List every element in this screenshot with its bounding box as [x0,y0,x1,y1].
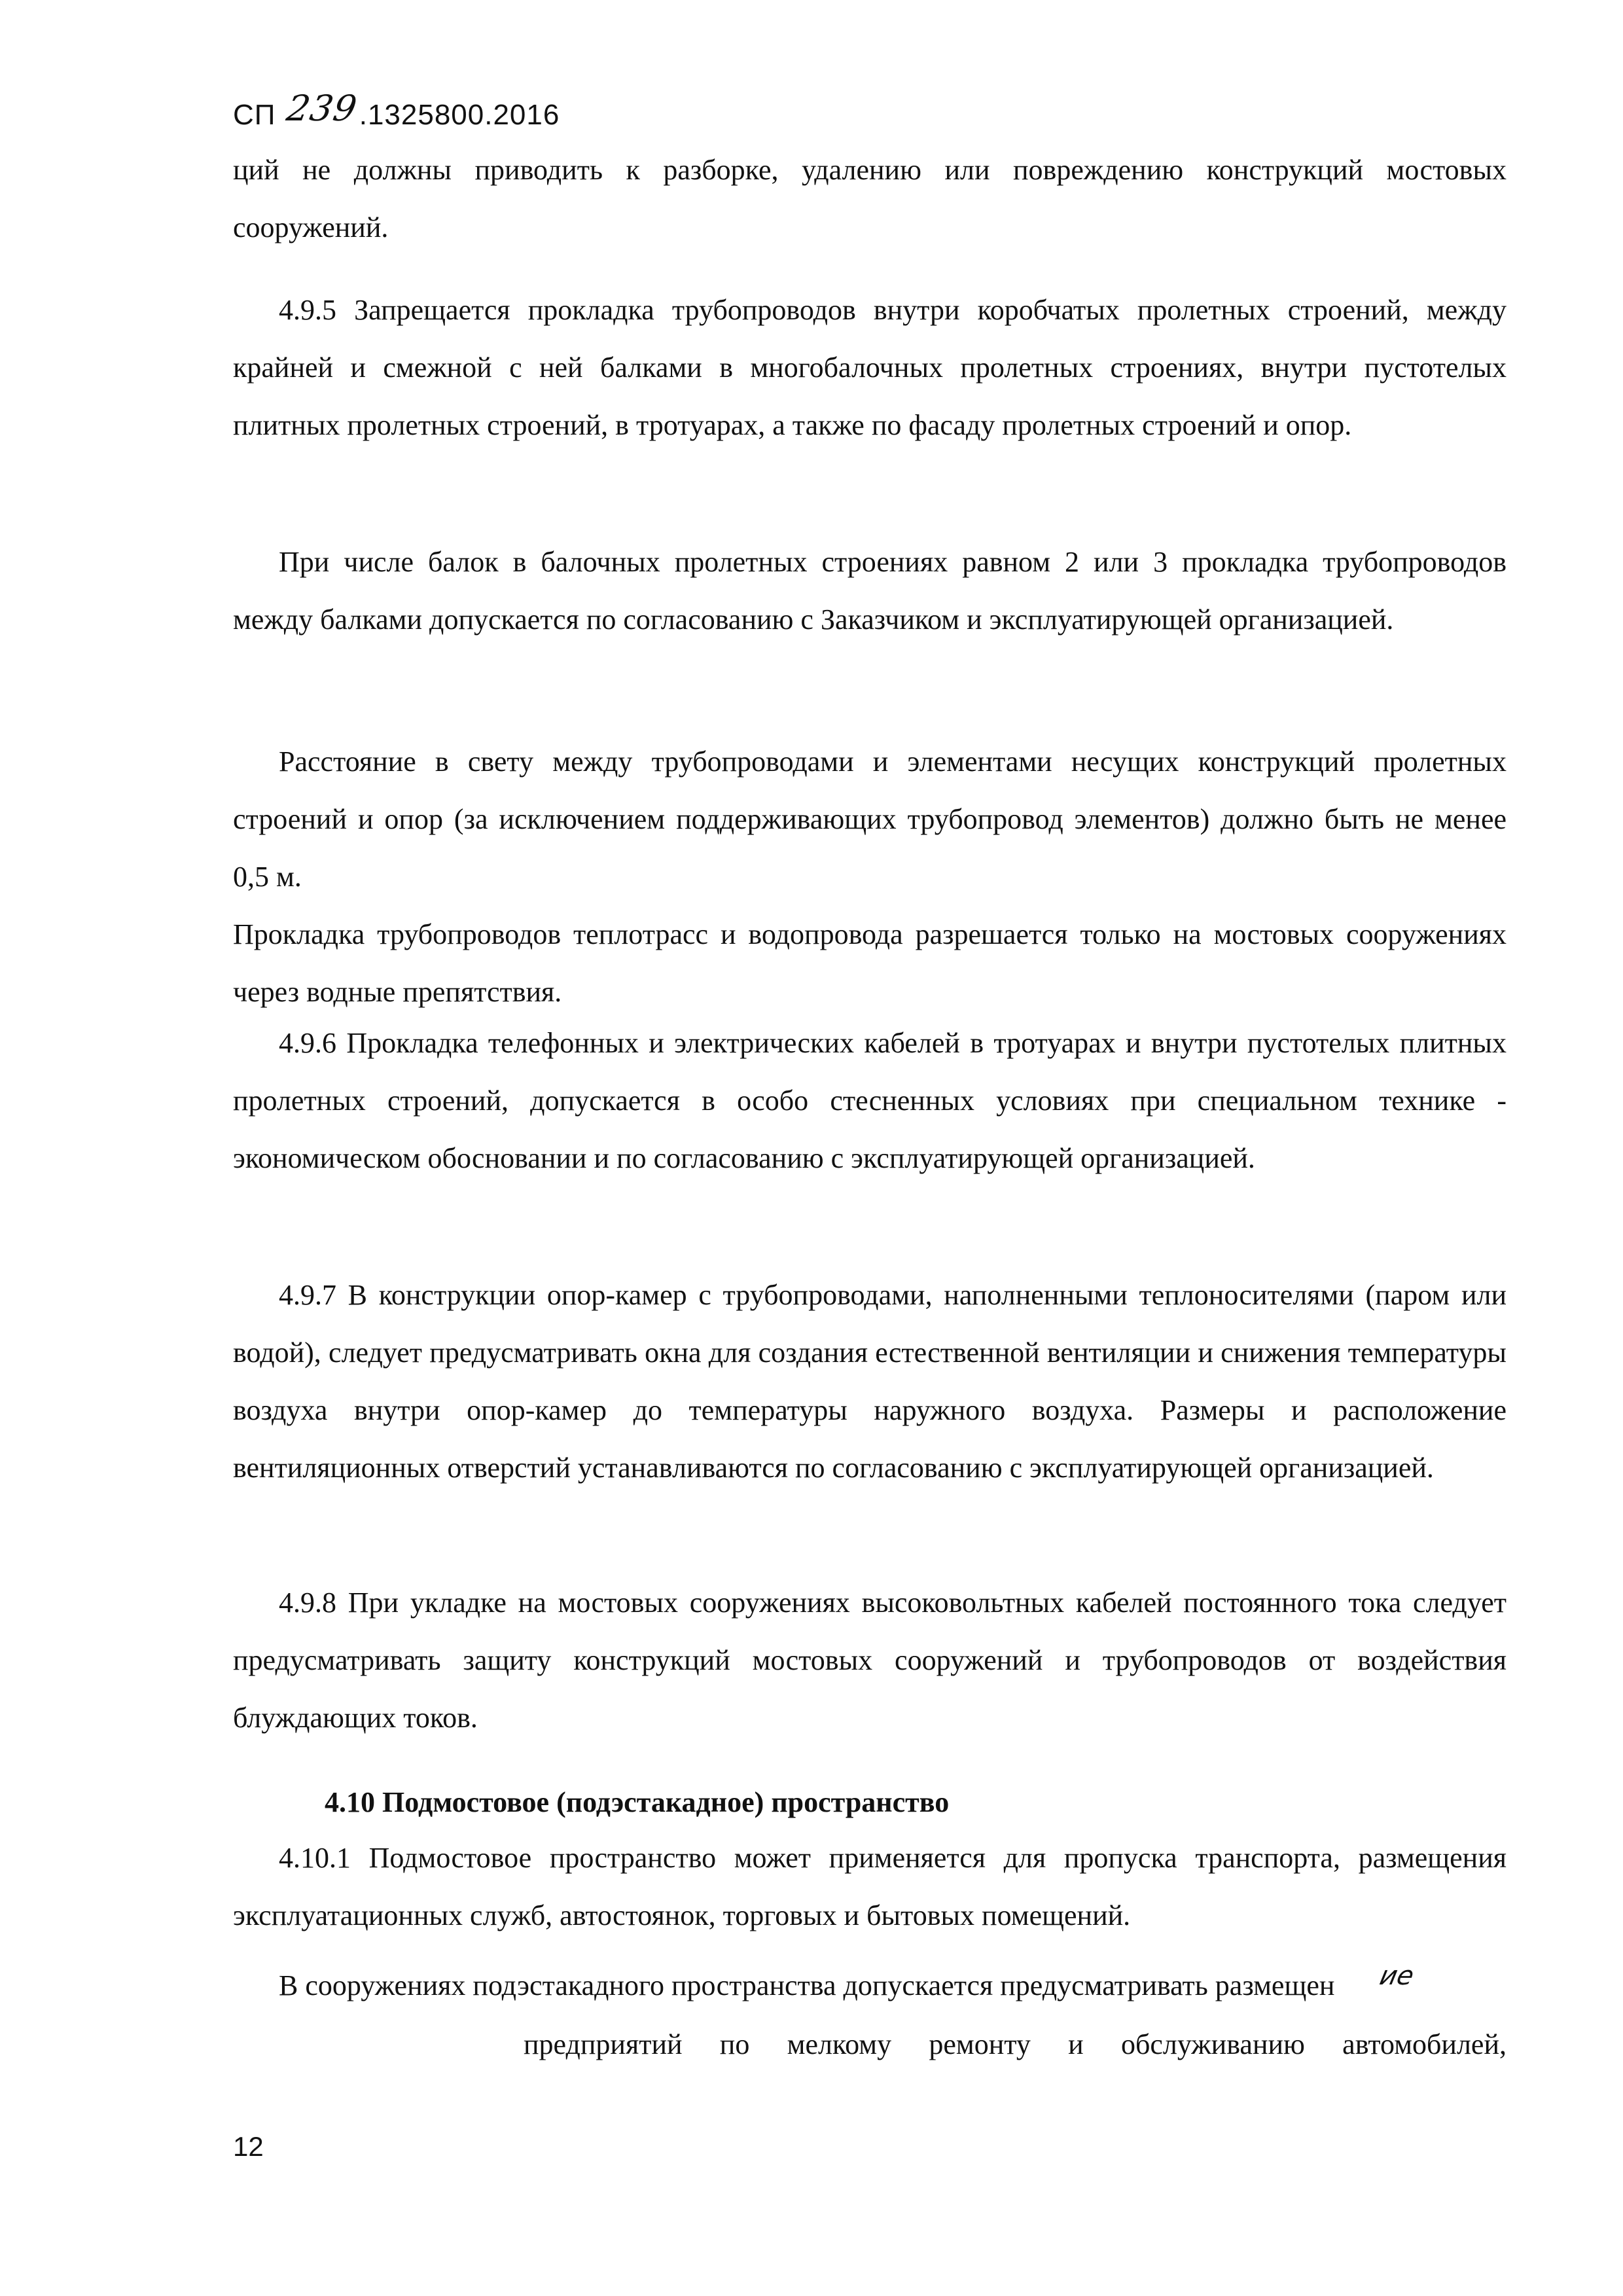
paragraph: 4.9.6 Прокладка телефонных и электрических кабелей в тротуарах и внутри пустотелых плитных пролетных строений, допускается в особо стесненных условиях при специальном технике - экономическом обосновании и по согласованию с эксплуатирующей организацией. [233,1027,1507,1174]
paragraph: предприятий по мелкому ремонту и обслуживанию автомобилей, [524,2028,1507,2060]
paragraph: Прокладка трубопроводов теплотрасс и водопровода разрешается только на мостовых сооружениях через водные препятствия. [233,918,1507,1008]
paragraph: При числе балок в балочных пролетных строениях равном 2 или 3 прокладка трубопроводов между балками допускается по согласованию с Заказчиком и эксплуатирующей организацией. [233,546,1507,636]
page-number: 12 [233,2131,264,2162]
paragraph-continuation [233,141,1507,257]
paragraph: 4.9.7 В конструкции опор-камер с трубопроводами, наполненными теплоносителями (паром или водой), следует предусматривать окна для создания естественной вентиляции и снижения температуры воздуха внутри опор-камер до температуры наружного воздуха. Размеры и расположение вентиляционных отверстий устанавливаются по согласованию с эксплуатирующей организацией. [233,1279,1507,1484]
header-prefix: СП [233,99,276,131]
clause-4-9-5 [233,281,1507,454]
clause-4-9-5-beams [233,533,1507,649]
header-suffix: .1325800.2016 [359,99,560,131]
handwritten-document-number: 239 [283,88,361,129]
paragraph: 4.9.8 При укладке на мостовых сооружениях высоковольтных кабелей постоянного тока следует предусматривать защиту конструкций мостовых сооружений и трубопроводов от воздействия блуждающих токов. [233,1587,1507,1734]
clause-4-10-1-placement [233,1957,1507,2015]
clause-4-9-8 [233,1574,1507,1747]
document-code-header [233,88,560,133]
section-heading: 4.10 Подмостовое (подэстакадное) пространство [325,1786,950,1818]
clause-4-10-1 [233,1829,1507,1945]
clause-4-9-6 [233,1014,1507,1187]
clause-4-9-5-clearance [233,733,1507,1021]
typed-text: В сооружениях подэстакадного пространства допускается предусматривать размещен [279,1969,1335,2001]
paragraph [233,1957,1507,2015]
paragraph: ций не должны приводить к разборке, удалению или повреждению конструкций мостовых сооружений. [233,154,1507,243]
paragraph: 4.9.5 Запрещается прокладка трубопроводов внутри коробчатых пролетных строений, между крайней и смежной с ней балками в многобалочных пролетных строениях, внутри пустотелых плитных пролетных строений, в тротуарах, а также по фасаду пролетных строений и опор. [233,294,1507,441]
section-4-10-heading-block [233,1774,1507,1831]
paragraph-fragment [524,2016,1507,2073]
paragraph: 4.10.1 Подмостовое пространство может применяется для пропуска транспорта, размещения эксплуатационных служб, автостоянок, торговых и бытовых помещений. [233,1842,1507,1931]
handwritten-correction: ие [1377,1961,1417,1991]
clause-4-9-7 [233,1266,1507,1497]
paragraph: Расстояние в свету между трубопроводами и элементами несущих конструкций пролетных строений и опор (за исключением поддерживающих трубопровод элементов) должно быть не менее 0,5 м. [233,745,1507,893]
